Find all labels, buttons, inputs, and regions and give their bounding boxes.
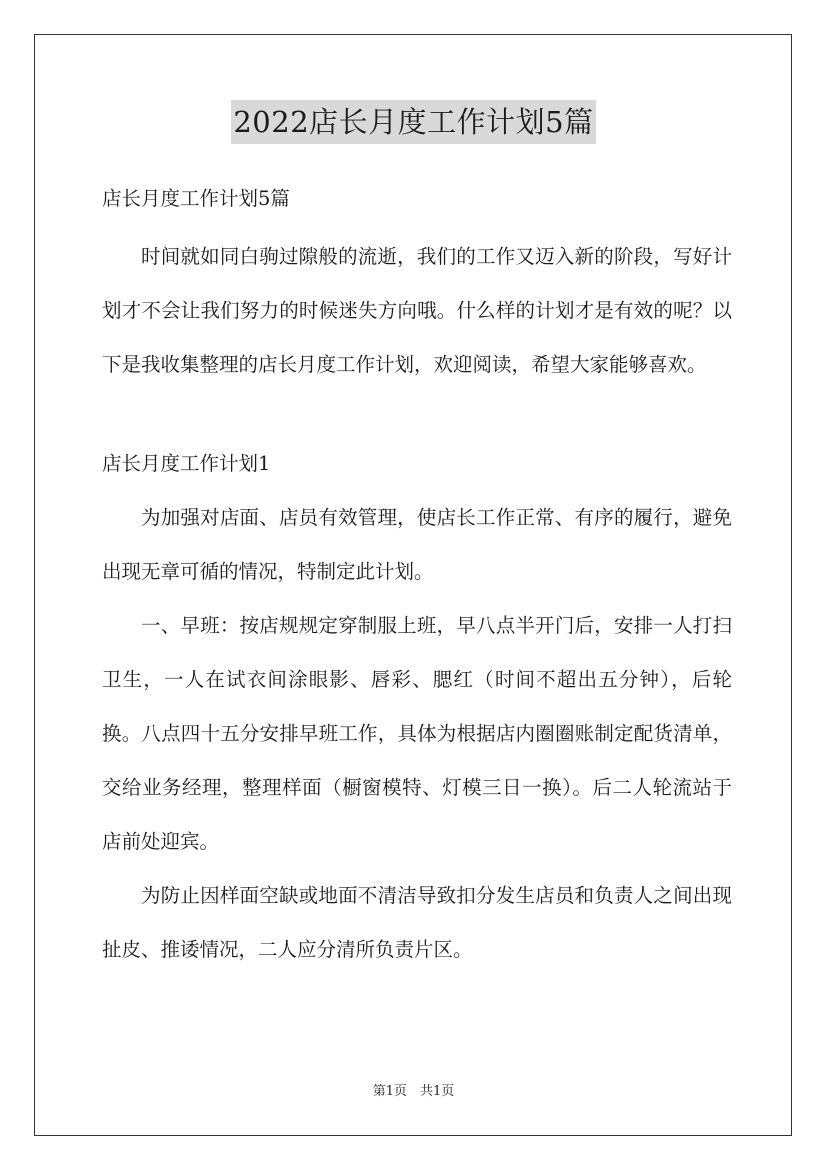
section-heading: 店长月度工作计划1: [102, 452, 271, 475]
paragraph: 为加强对店面、店员有效管理，使店长工作正常、有序的履行，避免出现无章可循的情况，特制定此计划。: [102, 506, 732, 583]
intro-paragraph: 时间就如同白驹过隙般的流逝，我们的工作又迈入新的阶段，写好计划才不会让我们努力的时候迷失方向哦。什么样的计划才是有效的呢？以下是我收集整理的店长月度工作计划，欢迎阅读，希望大家能够喜欢。: [102, 245, 732, 376]
paragraph: 为防止因样面空缺或地面不清洁导致扣分发生店员和负责人之间出现扯皮、推诿情况，二人应分清所负责片区。: [102, 884, 732, 961]
page-footer: 第1页 共1页: [372, 1084, 455, 1099]
subtitle: 店长月度工作计划5篇: [102, 187, 290, 210]
document-body: [102, 172, 732, 977]
title-wrap: [0, 100, 827, 144]
document-title: 2022店长月度工作计划5篇: [231, 100, 595, 144]
paragraph: 一、早班：按店规规定穿制服上班，早八点半开门后，安排一人打扫卫生，一人在试衣间涂眼影、唇彩、腮红（时间不超出五分钟），后轮换。八点四十五分安排早班工作，具体为根据店内圈圈账制定配货清单，交给业务经理，整理样面（橱窗模特、灯模三日一换）。后二人轮流站于店前处迎宾。: [102, 614, 732, 853]
